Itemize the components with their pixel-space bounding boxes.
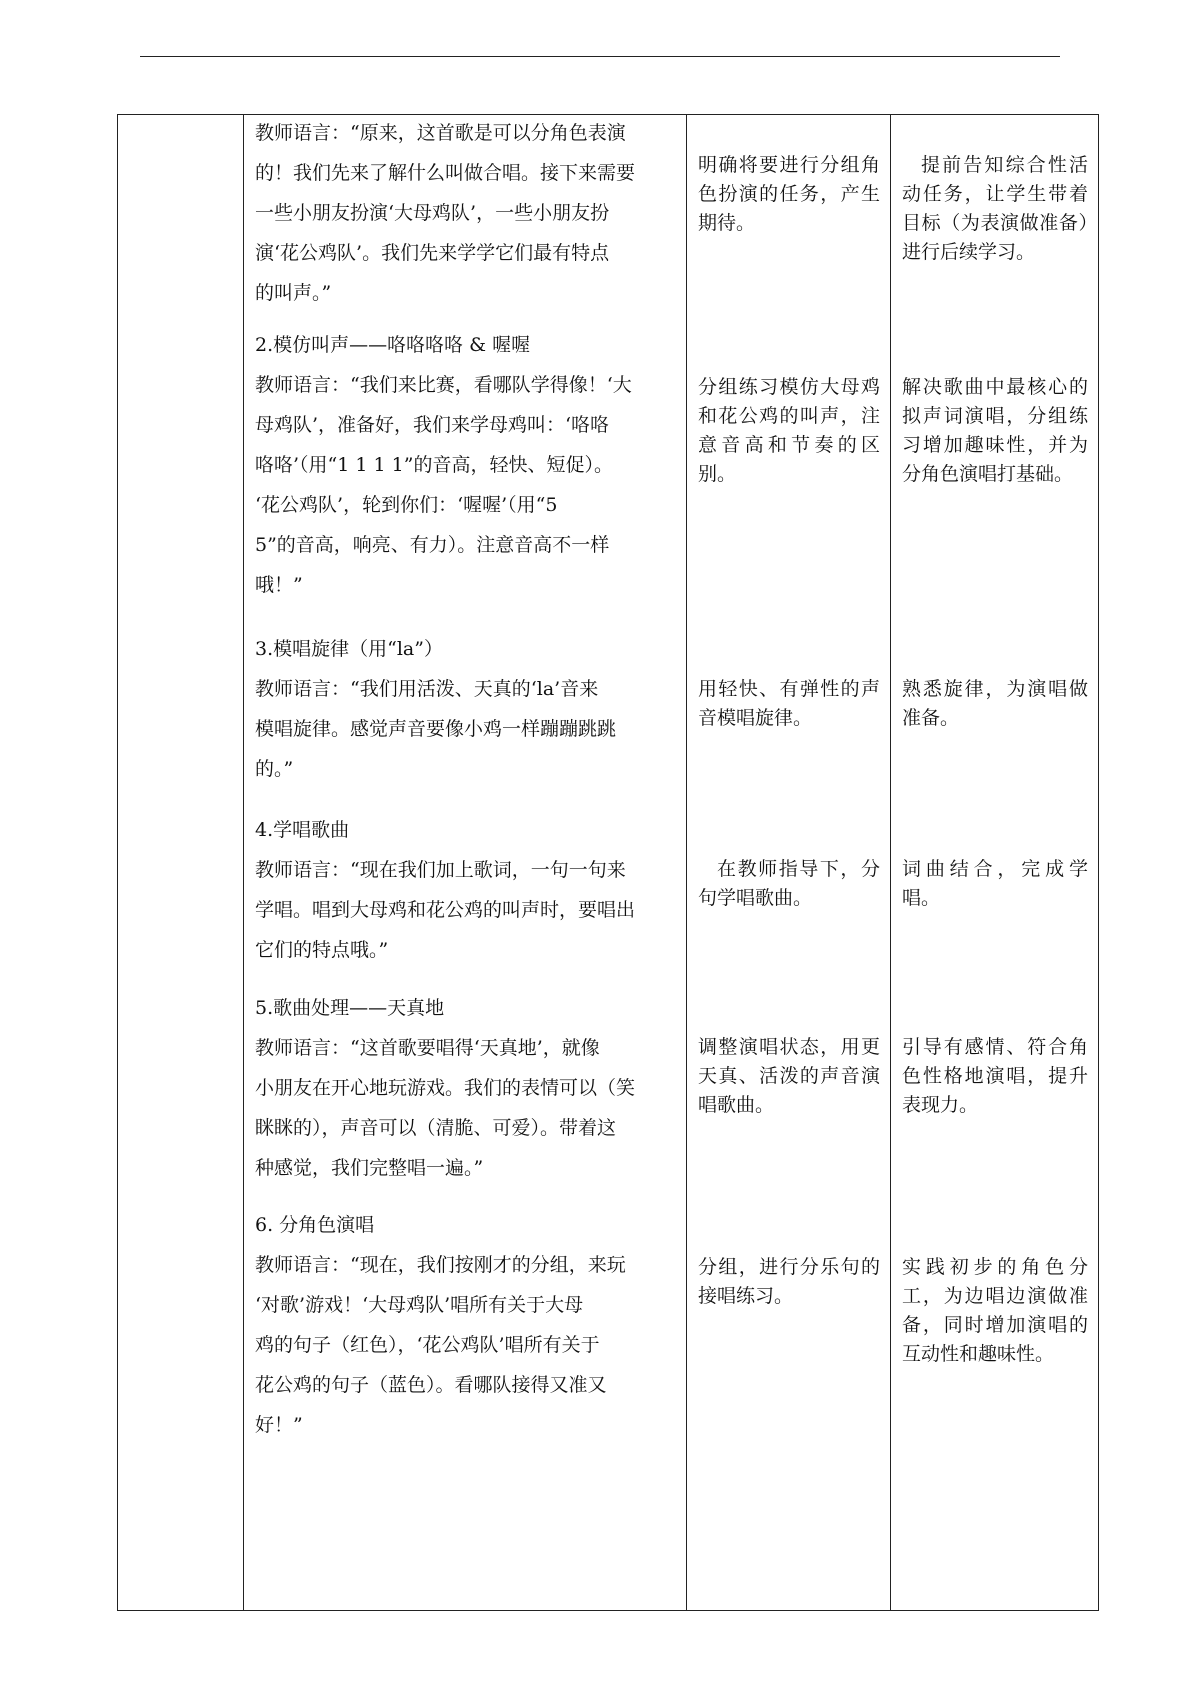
process-line: 教师语言：“现在，我们按刚才的分组，来玩 — [255, 1254, 626, 1276]
design-intent-cell: 引导有感情、符合角色性格地演唱，提升表现力。 — [902, 1036, 1088, 1116]
process-line: 教师语言：“我们来比赛，看哪队学得像！‘大 — [255, 374, 632, 396]
process-line: 母鸡队’，准备好，我们来学母鸡叫：‘咯咯 — [255, 414, 610, 436]
process-line: 模唱旋律。感觉声音要像小鸡一样蹦蹦跳跳 — [255, 718, 617, 740]
teaching-process-cell — [255, 325, 677, 605]
process-line: 花公鸡的句子（蓝色）。看哪队接得又准又 — [255, 1374, 607, 1396]
process-line: 学唱。唱到大母鸡和花公鸡的叫声时，要唱出 — [255, 899, 636, 921]
process-line: 教师语言：“原来，这首歌是可以分角色表演 — [255, 122, 626, 144]
process-line: 的叫声。” — [255, 282, 332, 304]
process-line: 教师语言：“这首歌要唱得‘天真地’，就像 — [255, 1037, 600, 1059]
process-line: 5”的音高，响亮、有力）。注意音高不一样 — [255, 534, 610, 556]
teaching-process-cell — [255, 113, 677, 313]
process-line: 咯咯’（用“1 1 1 1”的音高，轻快、短促）。 — [255, 454, 613, 476]
process-line: 好！” — [255, 1414, 303, 1436]
design-intent-cell: 提前告知综合性活动任务，让学生带着目标（为表演做准备）进行后续学习。 — [902, 154, 1088, 263]
student-activity-cell: 明确将要进行分组角色扮演的任务，产生期待。 — [698, 154, 880, 234]
process-line: 2.模仿叫声——咯咯咯咯 & 喔喔 — [255, 334, 531, 356]
column-divider — [890, 115, 891, 1610]
process-line: 演‘花公鸡队’。我们先来学学它们最有特点 — [255, 242, 610, 264]
process-line: 鸡的句子（红色），‘花公鸡队’唱所有关于 — [255, 1334, 600, 1356]
process-line: 一些小朋友扮演‘大母鸡队’，一些小朋友扮 — [255, 202, 610, 224]
student-activity-cell: 分组练习模仿大母鸡和花公鸡的叫声，注意音高和节奏的区别。 — [698, 376, 880, 485]
design-intent-cell: 解决歌曲中最核心的拟声词演唱，分组练习增加趣味性，并为分角色演唱打基础。 — [902, 376, 1088, 485]
process-line: 教师语言：“我们用活泼、天真的‘la’音来 — [255, 678, 599, 700]
header-rule — [140, 56, 1060, 57]
column-divider — [686, 115, 687, 1610]
process-line: 眯眯的），声音可以（清脆、可爱）。带着这 — [255, 1117, 617, 1139]
design-intent-cell: 熟悉旋律，为演唱做准备。 — [902, 678, 1088, 729]
process-line: 5.歌曲处理——天真地 — [255, 997, 445, 1019]
process-line: 它们的特点哦。” — [255, 939, 389, 961]
teaching-process-cell — [255, 988, 677, 1188]
process-line: 种感觉，我们完整唱一遍。” — [255, 1157, 484, 1179]
process-line: 小朋友在开心地玩游戏。我们的表情可以（笑 — [255, 1077, 636, 1099]
process-line: 教师语言：“现在我们加上歌词，一句一句来 — [255, 859, 626, 881]
process-line: 的！我们先来了解什么叫做合唱。接下来需要 — [255, 162, 636, 184]
student-activity-cell: 分组，进行分乐句的接唱练习。 — [698, 1256, 880, 1307]
teaching-process-cell — [255, 1205, 677, 1445]
process-line: ‘对歌’游戏！‘大母鸡队’唱所有关于大母 — [255, 1294, 584, 1316]
process-line: 哦！” — [255, 574, 303, 596]
student-activity-cell: 在教师指导下，分句学唱歌曲。 — [698, 858, 880, 909]
teaching-process-cell — [255, 810, 677, 970]
process-line: 6. 分角色演唱 — [255, 1214, 375, 1236]
design-intent-cell: 词曲结合，完成学唱。 — [902, 858, 1088, 909]
teaching-process-cell — [255, 629, 677, 789]
lesson-table — [117, 114, 1099, 1611]
column-divider — [243, 115, 244, 1610]
student-activity-cell: 调整演唱状态，用更天真、活泼的声音演唱歌曲。 — [698, 1036, 880, 1116]
design-intent-cell: 实践初步的角色分工，为边唱边演做准备，同时增加演唱的互动性和趣味性。 — [902, 1256, 1088, 1365]
process-line: 4.学唱歌曲 — [255, 819, 350, 841]
process-line: 的。” — [255, 758, 294, 780]
process-line: ‘花公鸡队’，轮到你们：‘喔喔’（用“5 — [255, 494, 558, 516]
process-line: 3.模唱旋律（用“la”） — [255, 638, 443, 660]
student-activity-cell: 用轻快、有弹性的声音模唱旋律。 — [698, 678, 880, 729]
